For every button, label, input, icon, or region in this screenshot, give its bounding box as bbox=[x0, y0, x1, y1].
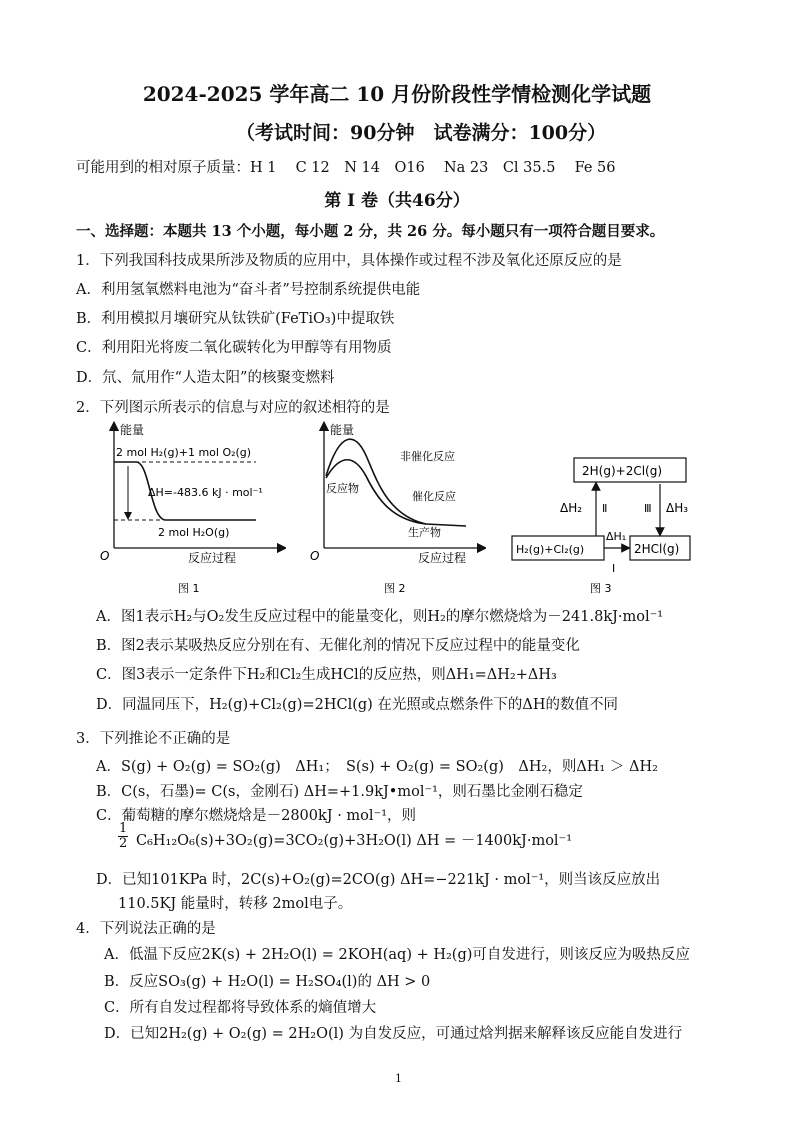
q1-option-c: C．利用阳光将废二氧化碳转化为甲醇等有用物质 bbox=[76, 340, 392, 356]
fig3-path2: Ⅱ bbox=[602, 502, 608, 515]
fig3-right-box-label: 2HCl(g) bbox=[634, 542, 680, 556]
fig1-ylabel: 能量 bbox=[120, 423, 145, 437]
fig3-dh2: ΔH₂ bbox=[560, 501, 583, 515]
fig3-path3: Ⅲ bbox=[644, 502, 652, 515]
fig2-product-label: 生产物 bbox=[408, 526, 441, 539]
q4-stem: 4．下列说法正确的是 bbox=[76, 921, 216, 937]
q2-option-c: C．图3表示一定条件下H₂和Cl₂生成HCl的反应热，则ΔH₁=ΔH₂+ΔH₃ bbox=[96, 667, 557, 683]
q1-stem: 1．下列我国科技成果所涉及物质的应用中，具体操作或过程不涉及氧化还原反应的是 bbox=[76, 253, 622, 269]
q4-option-b: B．反应SO₃(g) + H₂O(l) = H₂SO₄(l)的 ΔH > 0 bbox=[104, 974, 431, 990]
q3-option-c: C．葡萄糖的摩尔燃烧焓是－2800kJ · mol⁻¹，则 bbox=[96, 808, 417, 824]
q2-stem: 2．下列图示所表示的信息与对应的叙述相符的是 bbox=[76, 400, 390, 416]
fig1-caption: 图 1 bbox=[178, 582, 200, 595]
q2-option-a: A．图1表示H₂与O₂发生反应过程中的能量变化，则H₂的摩尔燃烧焓为－241.8kJ·mol⁻¹ bbox=[96, 609, 664, 625]
fig2-xlabel: 反应过程 bbox=[418, 551, 467, 565]
q3-fraction-num: 1 bbox=[119, 821, 128, 836]
fig1-top-label: 2 mol H₂(g)+1 mol O₂(g) bbox=[116, 446, 252, 459]
fig2-cat-label: 催化反应 bbox=[412, 490, 456, 503]
fig3-left-box-label: H₂(g)+Cl₂(g) bbox=[516, 543, 585, 556]
exam-info: （考试时间：90分钟 试卷满分：100分） bbox=[236, 122, 607, 144]
fig1-origin: O bbox=[100, 549, 110, 563]
q3-fraction-den: 2 bbox=[119, 836, 128, 851]
exam-title: 2024-2025 学年高二 10 月份阶段性学情检测化学试题 bbox=[142, 82, 652, 106]
q3-option-a: A．S(g) + O₂(g) = SO₂(g) ΔH₁； S(s) + O₂(g) = SO₂(g) ΔH₂，则ΔH₁ ＞ ΔH₂ bbox=[96, 759, 658, 775]
fig3-path1: Ⅰ bbox=[612, 562, 616, 575]
q3-fraction bbox=[118, 822, 128, 851]
q1-option-a: A．利用氢氧燃料电池为“奋斗者”号控制系统提供电能 bbox=[76, 282, 421, 298]
fig2-origin: O bbox=[310, 549, 320, 563]
page-number: 1 bbox=[395, 1072, 402, 1085]
q1-option-b: B．利用模拟月壤研究从钛铁矿(FeTiO₃)中提取铁 bbox=[76, 311, 395, 327]
q1-option-d: D．氘、氚用作“人造太阳”的核聚变燃料 bbox=[76, 370, 335, 386]
figure-3 bbox=[510, 450, 710, 600]
q3-option-d-cont: 110.5KJ 能量时，转移 2mol电子。 bbox=[118, 896, 353, 912]
fig2-caption: 图 2 bbox=[384, 582, 406, 595]
figure-2 bbox=[306, 420, 486, 600]
part-title: 第 Ⅰ 卷（共46分） bbox=[324, 191, 470, 211]
q4-option-d: D．已知2H₂(g) + O₂(g) = 2H₂O(l) 为自发反应，可通过焓判据来解释该反应能自发进行 bbox=[104, 1026, 683, 1042]
fig2-reactant-label: 反应物 bbox=[326, 482, 359, 495]
q2-option-d: D．同温同压下，H₂(g)+Cl₂(g)=2HCl(g) 在光照或点燃条件下的ΔH的数值不同 bbox=[96, 697, 619, 713]
fig3-dh3: ΔH₃ bbox=[666, 501, 689, 515]
q4-option-c: C．所有自发过程都将导致体系的熵值增大 bbox=[104, 1000, 377, 1016]
atomic-masses: 可能用到的相对原子质量：H 1 C 12 N 14 O16 Na 23 Cl 35.5 Fe 56 bbox=[76, 160, 616, 176]
fig3-top-box-label: 2H(g)+2Cl(g) bbox=[582, 464, 663, 478]
fig2-ylabel: 能量 bbox=[330, 423, 355, 437]
q3-option-c-equation: C₆H₁₂O₆(s)+3O₂(g)=3CO₂(g)+3H₂O(l) ΔH = －1400kJ·mol⁻¹ bbox=[136, 833, 573, 849]
section-heading: 一、选择题：本题共 13 个小题，每小题 2 分，共 26 分。每小题只有一项符合题目要求。 bbox=[76, 223, 665, 240]
figure-1 bbox=[96, 420, 286, 600]
q3-stem: 3．下列推论不正确的是 bbox=[76, 731, 231, 747]
q4-option-a: A．低温下反应2K(s) + 2H₂O(l) = 2KOH(aq) + H₂(g)可自发进行，则该反应为吸热反应 bbox=[104, 947, 690, 963]
q2-option-b: B．图2表示某吸热反应分别在有、无催化剂的情况下反应过程中的能量变化 bbox=[96, 638, 580, 654]
fig2-uncat-label: 非催化反应 bbox=[400, 450, 455, 463]
fig3-dh1: ΔH₁ bbox=[606, 530, 627, 543]
fig1-dh-label: ΔH=-483.6 kJ · mol⁻¹ bbox=[148, 486, 263, 499]
fig1-xlabel: 反应过程 bbox=[188, 551, 237, 565]
q3-option-d: D．已知101KPa 时，2C(s)+O₂(g)=2CO(g) ΔH=−221kJ · mol⁻¹，则当该反应放出 bbox=[96, 872, 661, 888]
fig3-caption: 图 3 bbox=[590, 582, 612, 595]
q3-option-b: B．C(s，石墨)= C(s，金刚石) ΔH=+1.9kJ•mol⁻¹，则石墨比金刚石稳定 bbox=[96, 784, 583, 800]
fig1-bottom-label: 2 mol H₂O(g) bbox=[158, 526, 230, 539]
